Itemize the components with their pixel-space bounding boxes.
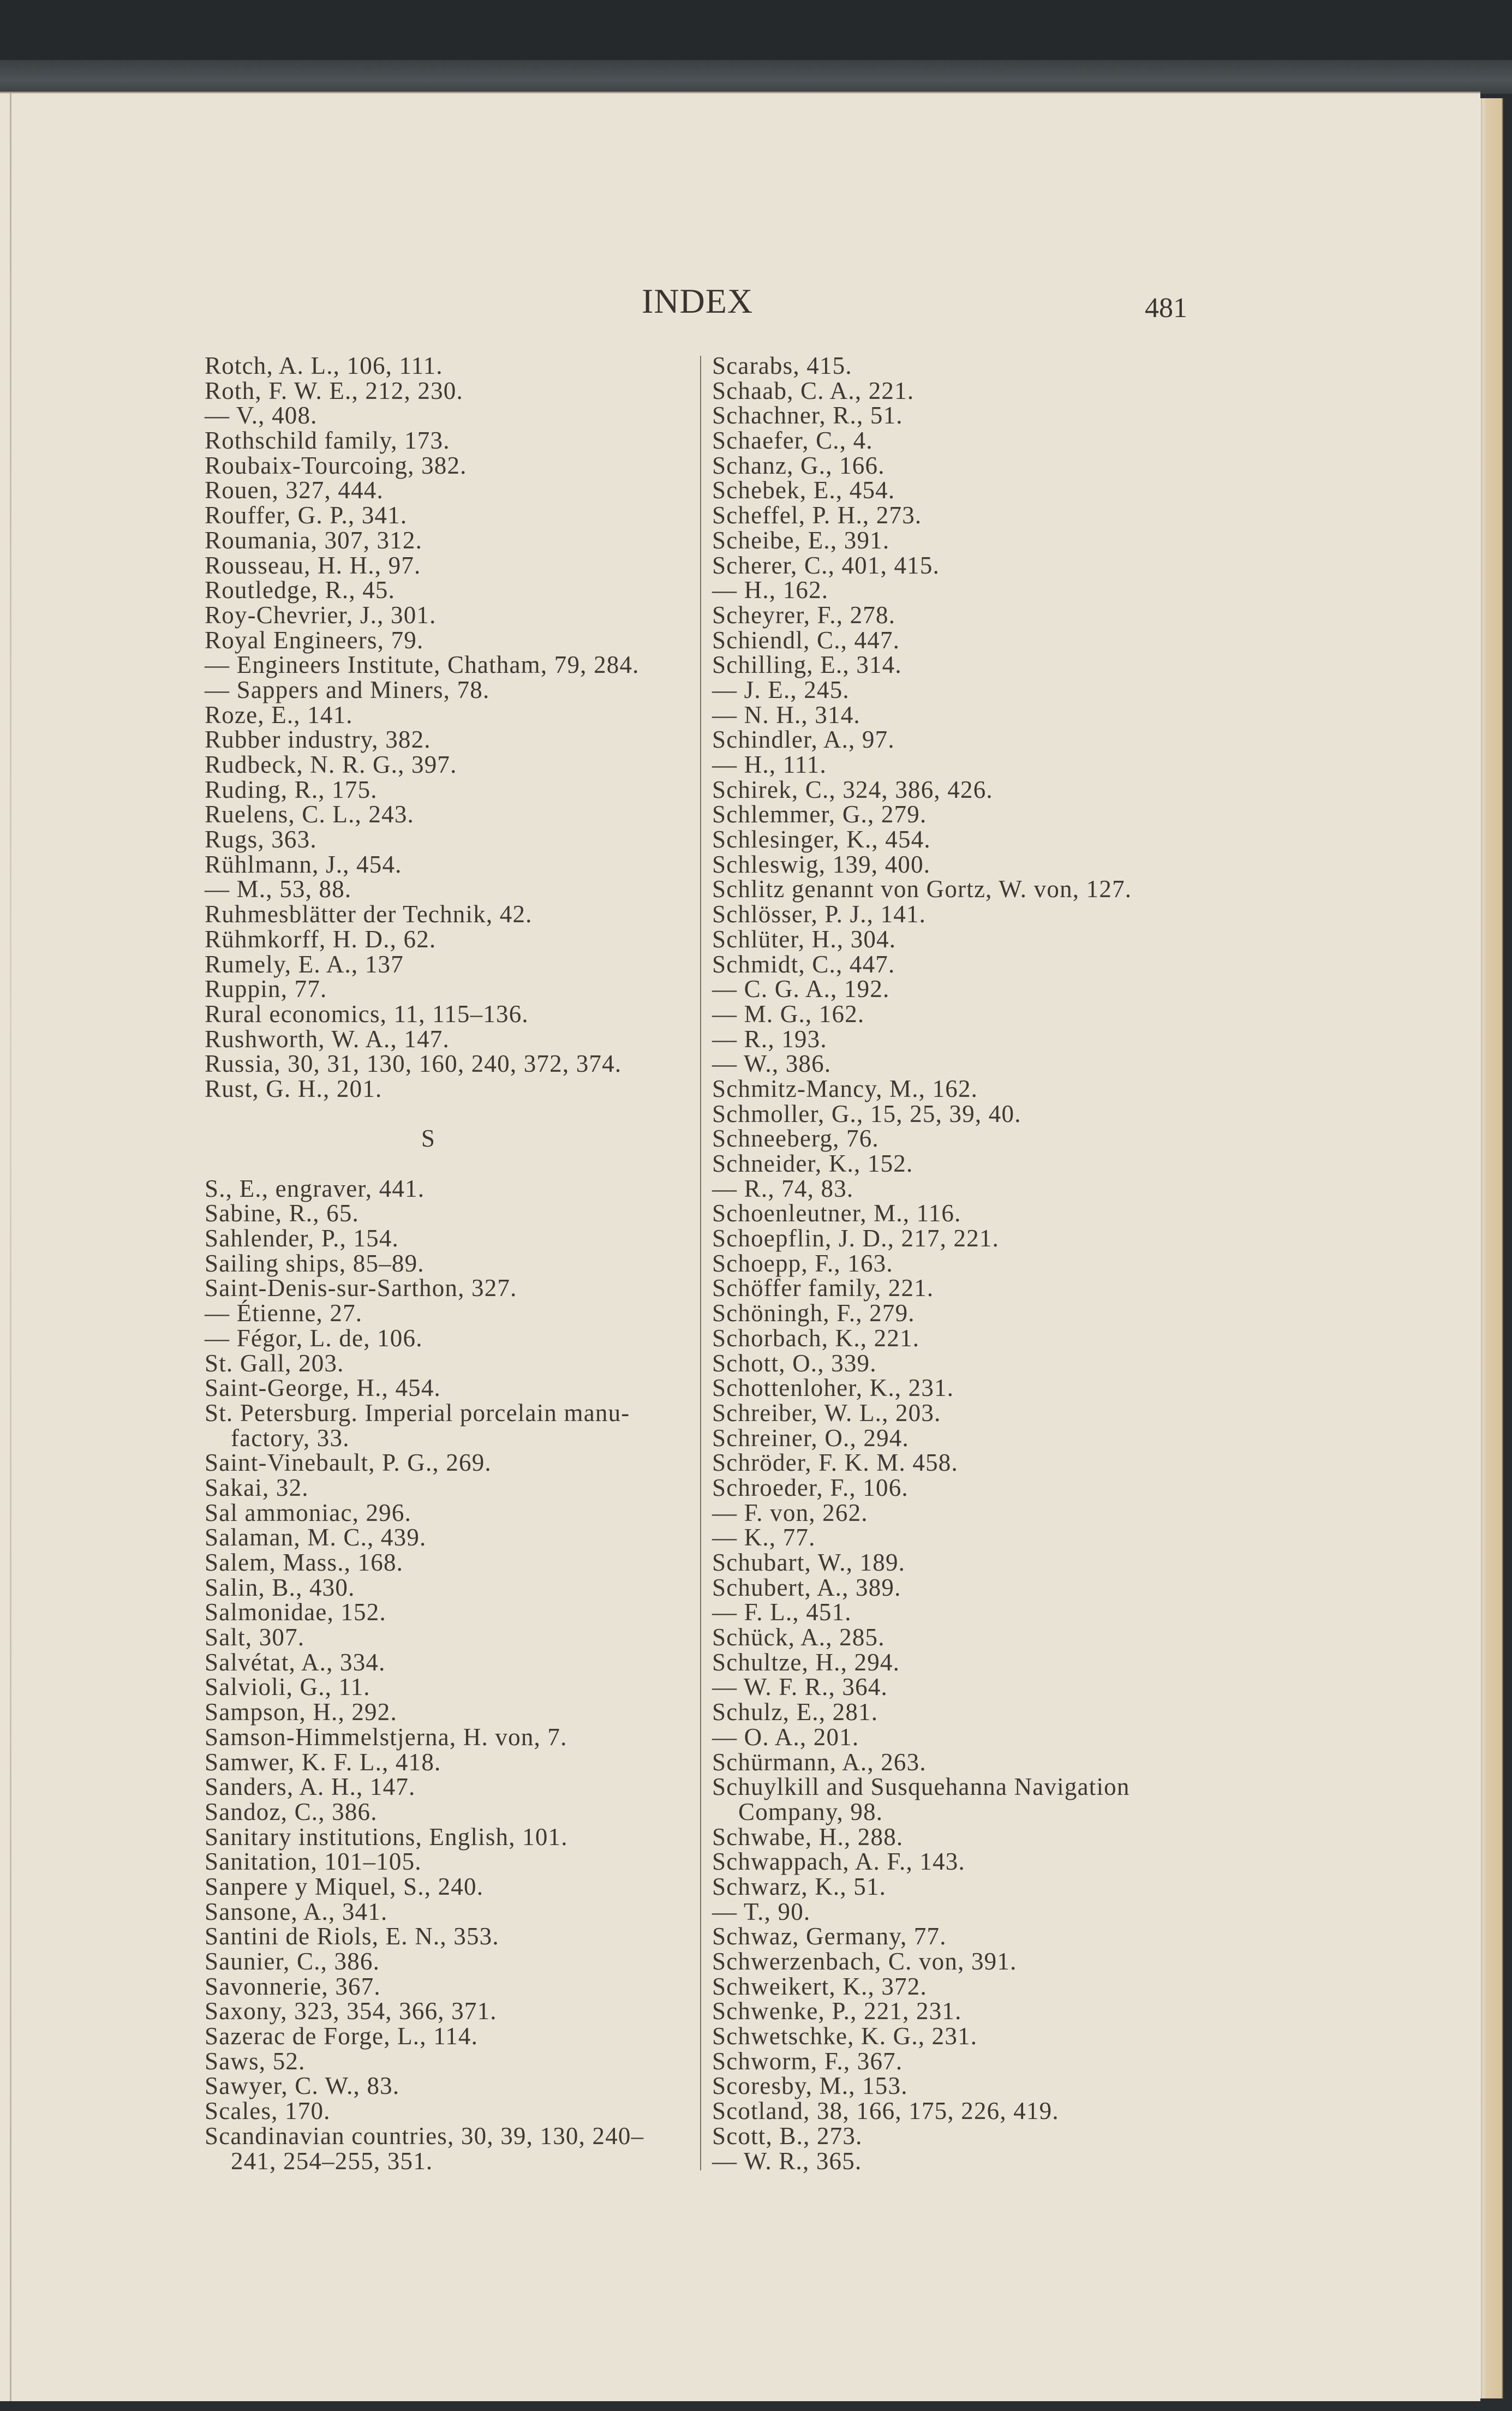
index-entry: Roy-Chevrier, J., 301. (205, 601, 437, 629)
index-entry: Schlitz genannt von Gortz, W. von, 127. (712, 875, 1132, 903)
index-entry: Rühlmann, J., 454. (205, 850, 402, 878)
index-entry: Sabine, R., 65. (205, 1199, 359, 1227)
index-entry: Sampson, H., 292. (205, 1698, 397, 1726)
index-entry: Scotland, 38, 166, 175, 226, 419. (712, 2097, 1059, 2125)
index-entry: — J. E., 245. (712, 676, 850, 703)
index-entry: Sal ammoniac, 296. (205, 1499, 412, 1526)
index-entry: Saxony, 323, 354, 366, 371. (205, 1997, 497, 2025)
section-letter-heading: S (421, 1125, 436, 1153)
index-entry: Roze, E., 141. (205, 701, 353, 729)
index-entry: — O. A., 201. (712, 1723, 859, 1751)
index-entry: — M., 53, 88. (205, 875, 352, 903)
index-entry: Sakai, 32. (205, 1473, 309, 1501)
index-entry: Schanz, G., 166. (712, 451, 885, 479)
index-entry: Sawyer, C. W., 83. (205, 2072, 400, 2100)
index-entry: Sanpere y Miquel, S., 240. (205, 1872, 484, 1900)
index-entry: Schröder, F. K. M. 458. (712, 1449, 958, 1477)
index-entry: Salvioli, G., 11. (205, 1673, 370, 1701)
index-entry: — M. G., 162. (712, 1000, 865, 1028)
index-entry: Rushworth, W. A., 147. (205, 1025, 450, 1053)
index-entry: — C. G. A., 192. (712, 975, 890, 1003)
page-number: 481 (1145, 293, 1187, 324)
index-entry: Schneeberg, 76. (712, 1125, 879, 1153)
index-entry: Sanitation, 101–105. (205, 1848, 422, 1876)
index-entry: Schreiner, O., 294. (712, 1424, 909, 1452)
index-entry: Saint-Denis-sur-Sarthon, 327. (205, 1274, 517, 1302)
index-entry: — W. R., 365. (712, 2147, 862, 2175)
index-entry: Rühmkorff, H. D., 62. (205, 925, 437, 953)
index-entry: Schlemmer, G., 279. (712, 801, 927, 828)
index-entry: Rouen, 327, 444. (205, 476, 384, 504)
index-entry: Schorbach, K., 221. (712, 1324, 920, 1352)
index-entry: — R., 74, 83. (712, 1174, 854, 1202)
index-entry: Ruelens, C. L., 243. (205, 801, 414, 828)
index-entry: Rudbeck, N. R. G., 397. (205, 751, 457, 778)
index-entry: Rumely, E. A., 137 (205, 950, 404, 978)
running-header-title: INDEX (642, 282, 754, 320)
index-entry: — H., 162. (712, 576, 829, 604)
index-entry: — N. H., 314. (712, 701, 860, 729)
index-entry-continuation: factory, 33. (231, 1424, 350, 1452)
index-entry: Schmidt, C., 447. (712, 950, 895, 978)
index-entry: — W., 386. (712, 1050, 832, 1078)
index-entry: Routledge, R., 45. (205, 576, 396, 604)
index-entry: Russia, 30, 31, 130, 160, 240, 372, 374. (205, 1050, 622, 1078)
index-entry: Schaab, C. A., 221. (712, 377, 915, 404)
index-entry: Scott, B., 273. (712, 2122, 863, 2150)
index-entry: Ruding, R., 175. (205, 775, 378, 803)
index-column-right (712, 354, 1192, 2174)
index-entry: Saunier, C., 386. (205, 1948, 380, 1975)
index-entry: Schwabe, H., 288. (712, 1823, 904, 1851)
index-entry: Scarabs, 415. (712, 352, 852, 379)
index-entry: — F. von, 262. (712, 1499, 868, 1526)
index-entry: Salt, 307. (205, 1624, 305, 1651)
index-entry: Schultze, H., 294. (712, 1648, 900, 1676)
index-entry: Rousseau, H. H., 97. (205, 551, 421, 579)
index-entry: Schürmann, A., 263. (712, 1748, 927, 1776)
blank-line (205, 1151, 685, 1177)
index-entry: Schreiber, W. L., 203. (712, 1399, 941, 1427)
index-entry: Schöffer family, 221. (712, 1274, 934, 1302)
index-entry: Schindler, A., 97. (712, 726, 895, 754)
index-entry: S., E., engraver, 441. (205, 1174, 425, 1202)
index-entry: Schuylkill and Susquehanna Navigation (712, 1773, 1130, 1801)
index-entry: Sanders, A. H., 147. (205, 1773, 416, 1801)
index-entry: Scheibe, E., 391. (712, 526, 890, 554)
index-entry: Rouffer, G. P., 341. (205, 502, 408, 529)
index-entry: Rubber industry, 382. (205, 726, 431, 754)
index-entry: Saint-George, H., 454. (205, 1374, 441, 1402)
index-entry: — T., 90. (712, 1897, 811, 1925)
index-entry: Schubart, W., 189. (712, 1549, 906, 1576)
index-entry: Schebek, E., 454. (712, 476, 895, 504)
index-entry: Scheffel, P. H., 273. (712, 502, 922, 529)
index-entry: — R., 193. (712, 1025, 827, 1053)
index-entry: Schlösser, P. J., 141. (712, 900, 927, 928)
index-entry: Schoepflin, J. D., 217, 221. (712, 1225, 1000, 1252)
index-entry: Schöningh, F., 279. (712, 1299, 915, 1327)
index-entry: Schworm, F., 367. (712, 2047, 903, 2075)
index-entry: — F. L., 451. (712, 1598, 852, 1626)
index-entry: Scoresby, M., 153. (712, 2072, 908, 2100)
index-entry: — V., 408. (205, 402, 318, 429)
index-entry: — Sappers and Miners, 78. (205, 676, 490, 703)
index-entry: Scheyrer, F., 278. (712, 601, 896, 629)
index-entry: Sahlender, P., 154. (205, 1225, 399, 1252)
index-entry: Sansone, A., 341. (205, 1897, 388, 1925)
index-entry: Scandinavian countries, 30, 39, 130, 240– (205, 2122, 644, 2150)
index-entry: — K., 77. (712, 1524, 816, 1551)
index-entry: Salmonidae, 152. (205, 1598, 386, 1626)
index-entry: Rugs, 363. (205, 826, 317, 854)
index-entry: Schiendl, C., 447. (712, 626, 900, 654)
index-entry: Santini de Riols, E. N., 353. (205, 1923, 499, 1950)
index-entry: — Engineers Institute, Chatham, 79, 284. (205, 651, 640, 679)
index-entry-continuation: Company, 98. (738, 1798, 883, 1825)
index-entry: Roth, F. W. E., 212, 230. (205, 377, 463, 404)
index-entry: — Fégor, L. de, 106. (205, 1324, 423, 1352)
index-entry: Sanitary institutions, English, 101. (205, 1823, 568, 1851)
index-entry: Schulz, E., 281. (712, 1698, 878, 1726)
index-entry: Schwappach, A. F., 143. (712, 1848, 965, 1876)
index-entry: Schroeder, F., 106. (712, 1473, 909, 1501)
index-entry: Rural economics, 11, 115–136. (205, 1000, 529, 1028)
index-entry: Rust, G. H., 201. (205, 1075, 383, 1102)
index-entry: Schlesinger, K., 454. (712, 826, 931, 854)
index-entry: Schwaz, Germany, 77. (712, 1923, 947, 1950)
index-entry: — H., 111. (712, 751, 827, 778)
index-entry: Scales, 170. (205, 2097, 331, 2125)
index-entry: Schoepp, F., 163. (712, 1249, 893, 1277)
index-entry: St. Gall, 203. (205, 1349, 344, 1377)
index-entry: Salaman, M. C., 439. (205, 1524, 427, 1551)
index-entry: Schirek, C., 324, 386, 426. (712, 775, 993, 803)
index-entry: Schwerzenbach, C. von, 391. (712, 1948, 1017, 1975)
index-entry: Roubaix-Tourcoing, 382. (205, 451, 467, 479)
blank-line (205, 1102, 685, 1127)
index-entry: Schmitz-Mancy, M., 162. (712, 1075, 978, 1102)
index-entry: Schweikert, K., 372. (712, 1972, 927, 2000)
index-entry: Ruhmesblätter der Technik, 42. (205, 900, 533, 928)
index-entry: Sandoz, C., 386. (205, 1798, 378, 1825)
index-entry: Samwer, K. F. L., 418. (205, 1748, 441, 1776)
index-entry: Schilling, E., 314. (712, 651, 902, 679)
index-entry: — Étienne, 27. (205, 1299, 363, 1327)
index-entry: Salin, B., 430. (205, 1573, 355, 1601)
index-entry: Rothschild family, 173. (205, 427, 450, 455)
index-entry: Rotch, A. L., 106, 111. (205, 352, 443, 379)
index-entry: St. Petersburg. Imperial porcelain manu- (205, 1399, 630, 1427)
index-entry: Schwetschke, K. G., 231. (712, 2022, 978, 2050)
index-entry: Savonnerie, 367. (205, 1972, 381, 2000)
index-entry: Salem, Mass., 168. (205, 1549, 404, 1576)
column-divider (700, 356, 701, 2170)
index-entry: Schleswig, 139, 400. (712, 850, 931, 878)
index-entry: Roumania, 307, 312. (205, 526, 423, 554)
index-entry: — W. F. R., 364. (712, 1673, 888, 1701)
gutter-line (10, 93, 11, 2401)
index-entry: Schwenke, P., 221, 231. (712, 1997, 962, 2025)
index-entry: Schmoller, G., 15, 25, 39, 40. (712, 1100, 1021, 1127)
index-entry: Salvétat, A., 334. (205, 1648, 386, 1676)
index-entry: Schachner, R., 51. (712, 402, 903, 429)
index-entry: Schwarz, K., 51. (712, 1872, 887, 1900)
index-entry: Schottenloher, K., 231. (712, 1374, 954, 1402)
index-entry: Ruppin, 77. (205, 975, 327, 1003)
index-entry: Scherer, C., 401, 415. (712, 551, 940, 579)
index-entry: Schück, A., 285. (712, 1624, 885, 1651)
index-entry: Sazerac de Forge, L., 114. (205, 2022, 479, 2050)
index-entry-continuation: 241, 254–255, 351. (231, 2147, 433, 2175)
index-entry: Schneider, K., 152. (712, 1150, 913, 1177)
index-entry: Saws, 52. (205, 2047, 306, 2075)
index-entry: Schoenleutner, M., 116. (712, 1199, 961, 1227)
book-cover-edge (0, 60, 1512, 94)
index-entry: Sailing ships, 85–89. (205, 1249, 425, 1277)
index-entry: Saint-Vinebault, P. G., 269. (205, 1449, 492, 1477)
index-column-left (205, 354, 685, 2174)
index-entry: Samson-Himmelstjerna, H. von, 7. (205, 1723, 567, 1751)
index-entry: Schaefer, C., 4. (712, 427, 873, 455)
index-entry: Schott, O., 339. (712, 1349, 877, 1377)
index-entry: Royal Engineers, 79. (205, 626, 424, 654)
index-entry: Schubert, A., 389. (712, 1573, 901, 1601)
index-entry: Schlüter, H., 304. (712, 925, 897, 953)
